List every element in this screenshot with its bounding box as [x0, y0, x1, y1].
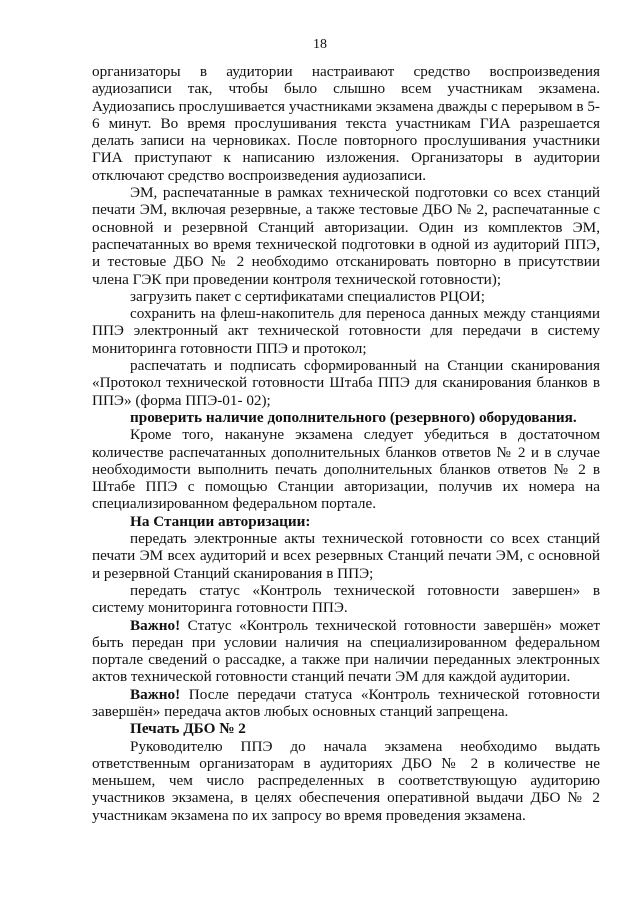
paragraph-important-2: Важно! После передачи статуса «Контроль технической готовности завершён» передача актов любых основных станций запрещена. [92, 685, 600, 720]
heading-authorization-station: На Станции авторизации: [130, 512, 311, 530]
paragraph-audio-playback: организаторы в аудитории настраивают средство воспроизведения аудиозаписи так, чтобы было слышно всем участникам экзамена. Аудиозапись прослушивается участниками экзамена дважды с перерывом в 5-6 минут. Во время прослушивания текста участникам ГИА разрешается делать записи на черновиках. После повторного прослушивания участники ГИА приступают к написанию изложения. Организаторы в аудитории отключают средство воспроизведения аудиозаписи. [92, 63, 600, 184]
paragraph-load-certificates: загрузить пакет с сертификатами специалистов РЦОИ; [130, 287, 485, 305]
paragraph-save-flash: сохранить на флеш-накопитель для переноса данных между станциями ППЭ электронный акт технической готовности для передачи в систему мониторинга готовности ППЭ и протокол; [92, 305, 600, 357]
paragraph-check-equipment: проверить наличие дополнительного (резервного) оборудования. [130, 408, 577, 426]
paragraph-head-instructions: Руководителю ППЭ до начала экзамена необходимо выдать ответственным организаторам в аудиториях ДБО № 2 в количестве не меньшем, чем число распределенных в соответствующую аудиторию участников экзамена, в целях обеспечения оперативной выдачи ДБО № 2 участникам экзамена по их запросу во время проведения экзамена. [92, 737, 600, 824]
paragraph-important-1: Важно! Статус «Контроль технической готовности завершён» может быть передан при условии наличия на специализированном федеральном портале сведений о рассадке, а также при наличии переданных электронных актов технической готовности станций печати ЭМ для каждой аудитории. [92, 616, 600, 686]
paragraph-em-rescan: ЭМ, распечатанные в рамках технической подготовки со всех станций печати ЭМ, включая резервные, а также тестовые ДБО № 2, распечатанные с основной и резервной Станций авторизации. Один из комплектов ЭМ, распечатанных во время технической подготовки в одной из аудиторий ППЭ, и тестовые ДБО № 2 необходимо отсканировать повторно в присутствии члена ГЭК при проведении контроля технической готовности); [92, 184, 600, 288]
paragraph-send-status: передать статус «Контроль технической готовности завершен» в систему мониторинга готовности ППЭ. [92, 581, 600, 617]
paragraph-extra-forms: Кроме того, накануне экзамена следует убедиться в достаточном количестве распечатанных дополнительных бланков ответов № 2 и в случае необходимости выполнить печать дополнительных бланков ответов № 2 в Штабе ППЭ с помощью Станции авторизации, получив их номера на специализированном федеральном портале. [92, 426, 600, 513]
document-body [92, 63, 600, 824]
paragraph-print-protocol: распечатать и подписать сформированный на Станции сканирования «Протокол технической готовности Штаба ППЭ для сканирования бланков в ППЭ» (форма ППЭ-01- 02); [92, 357, 600, 409]
page-number: 18 [313, 37, 327, 52]
paragraph-send-acts: передать электронные акты технической готовности со всех станций печати ЭМ всех аудиторий и всех резервных Станций печати ЭМ, с основной и резервной Станций сканирования в ППЭ; [92, 530, 600, 582]
heading-dbo-print: Печать ДБО № 2 [130, 720, 246, 738]
